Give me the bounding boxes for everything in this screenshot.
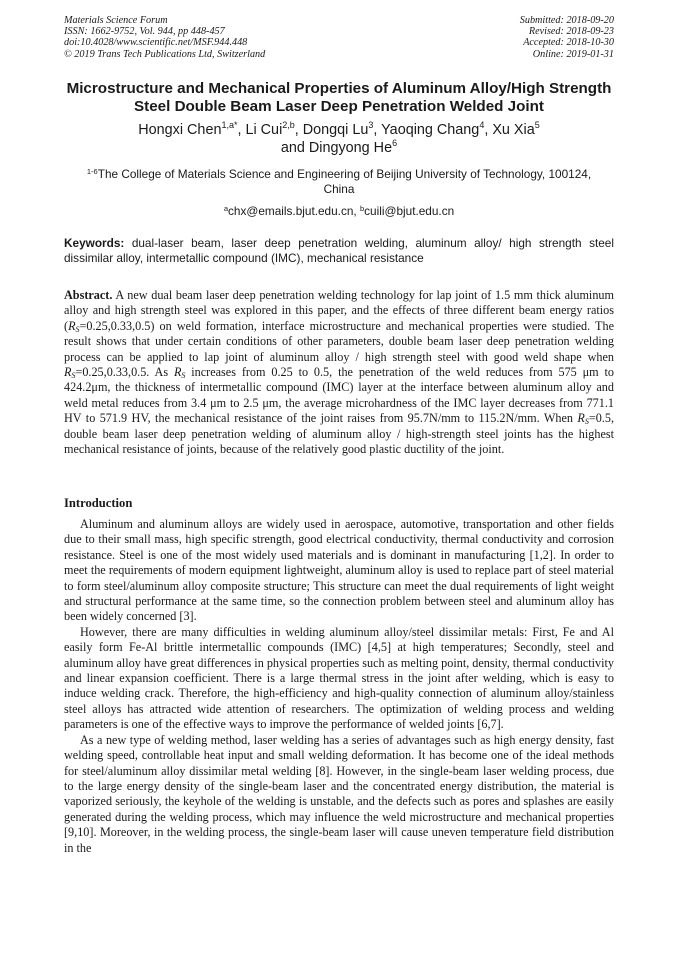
email-link[interactable]: chx@emails.bjut.edu.cn [228,204,354,218]
author: Yaoqing Chang$^4$, [381,120,493,138]
affiliation-text: The College of Materials Science and Engineering of Beijing University of Technology, 100124, [97,167,592,181]
section-heading: Introduction [64,496,133,510]
submitted-date: Submitted: 2018-09-20 [519,15,614,26]
issn: ISSN: 1662-9752, Vol. 944, pp 448-457 [64,26,225,38]
paragraph: However, there are many difficulties in welding aluminum alloy/steel dissimilar metals: First, Fe and Al easily form Fe-Al brittle intermetallic compounds (IMC) [4,5] at high temperatures; Secondly, steel and aluminum alloy have great differences in physical properties such as melting point, density, thermal conductivity and linear expansion coefficient. There is a large thermal stress in the joint after welding, which is easy to induce welding crack. Therefore, the high-efficiency and high-quality connection of aluminum alloy/stainless steel alloys has attracted wide attention of researchers. The optimization of welding process and welding parameters is one of the effective ways to improve the performance of welded joints [6,7]. [64,624,614,732]
introduction-body [64,517,614,856]
author-emails: $^a$chx@emails.bjut.edu.cn, $^b$cuili@bjut.edu.cn [223,204,455,218]
accepted-date: Accepted: 2018-10-30 [523,37,614,49]
author: Hongxi Chen$^{1,a*}$, [138,120,246,138]
affiliation [64,167,614,197]
revised-date: Revised: 2018-09-23 [528,26,614,38]
publication-dates [520,15,614,60]
paragraph: Aluminum and aluminum alloys are widely used in aerospace, automotive, transportation and other fields due to their small mass, high specific strength, good electrical conductivity, thermal conductivity and corrosion resistance. Steel is one of the most widely used materials and is dominant in manufacturing [1,2]. In order to meet the requirements of modern equipment lightweight, aluminum alloy is used to replace part of steel material to form steel/aluminum alloy composite structure; This structure can meet the dual requirements of light weight and structural performance at the same time, so the connection problem between steel and aluminum alloy has been widely concerned [3]. [64,517,614,624]
author-list [64,121,614,157]
author: Dongqi Lu$^3$, [302,120,382,138]
journal-header [64,15,614,60]
keywords [64,236,614,265]
affiliation-country: China [323,182,355,196]
paper-title: Microstructure and Mechanical Properties of Aluminum Alloy/High Strength Steel Double Beam Laser Deep Penetration Welded Joint [66,80,612,115]
email-link[interactable]: cuili@bjut.edu.cn [364,204,455,218]
abstract: Abstract. A new dual beam laser deep penetration welding technology for lap joint of 1.5 mm thick aluminum alloy and high strength steel was explored in this paper, and the effects of three different beam energy ratios $(R_S=0.25,0.33,0.5)$ on weld formation, interface microstructure and mechanical properties were studied. The result shows that under certain conditions of other parameters, double beam laser deep penetration welding process can be applied to lap joint of aluminum alloy / high strength steel with good weld shape when $R_S=0.25,0.33,0.5$. As $R_S$ increases from 0.25 to 0.5, the penetration of the weld reduces from 575 μm to 424.2μm, the thickness of intermetallic compound (IMC) layer at the interface between aluminum alloy and weld metal reduces from 3.4 μm to 2.5 μm, the average microhardness of the IMC layer decreases from 771.1 HV to 571.9 HV, the mechanical resistance of the joint raises from 95.7N/mm to 115.2N/mm. When $R_S=0.5$, double beam laser deep penetration welding of aluminum alloy / high-strength steel joints has the highest mechanical resistance of joints, because of the relatively good plastic ductility of the joint. [64,288,614,457]
paragraph: As a new type of welding method, laser welding has a series of advantages such as high energy density, fast welding speed, controllable heat input and small welding deformation. It has become one of the ideal methods for steel/aluminum alloy dissimilar metal welding [8]. However, in the single-beam laser welding process, due to the large energy density of the single-beam laser and the concentrated energy distribution, the material is vaporized seriously, the keyhole of the welding is unstable, and the defects such as pores and splashes are easily generated during the welding process, which may influence the weld microstructure and mechanical properties [9,10]. Moreover, in the welding process, the single-beam laser will cause uneven temperature field distribution in the [64,732,614,855]
author: Xu Xia$^5$ [492,120,540,138]
online-date: Online: 2019-01-31 [532,48,614,60]
copyright: © 2019 Trans Tech Publications Ltd, Switzerland [64,48,266,60]
affiliation-marker: 1-6 [86,167,98,176]
abstract-label: Abstract. [64,288,113,302]
doi: doi:10.4028/www.scientific.net/MSF.944.448 [64,37,248,49]
journal-name: Materials Science Forum [64,15,168,26]
keywords-text: dual-laser beam, laser deep penetration welding, aluminum alloy/ high strength steel dissimilar alloy, intermetallic compound (IMC), mechanical resistance [64,236,614,265]
author: Li Cui$^{2,b}$, [245,120,303,138]
journal-info [64,15,265,60]
keywords-label: Keywords: [64,236,125,250]
author: and Dingyong He$^6$ [280,138,398,156]
